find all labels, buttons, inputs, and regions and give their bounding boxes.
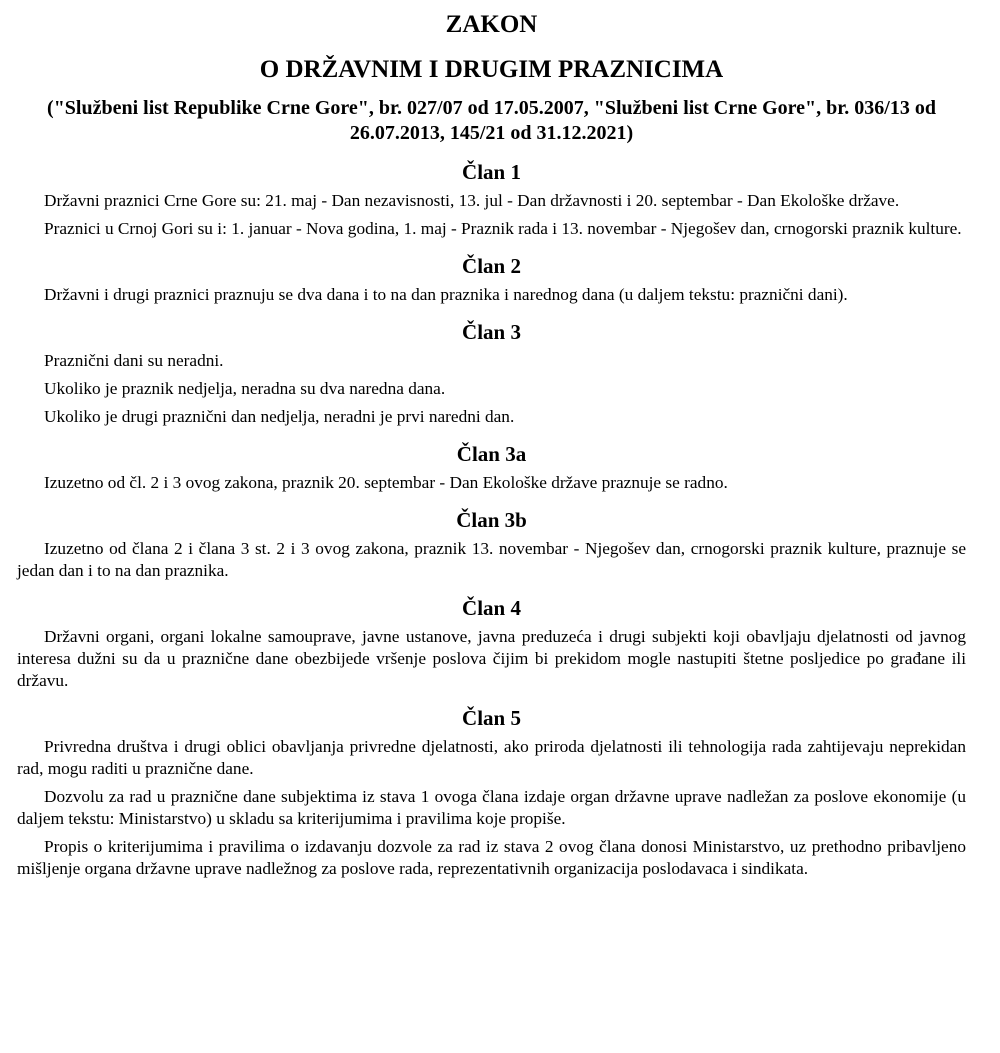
article-2	[17, 253, 966, 306]
article-heading: Član 4	[462, 596, 521, 620]
article-heading: Član 3a	[456, 442, 527, 466]
article-3b	[17, 507, 966, 582]
article-paragraph: Izuzetno od člana 2 i člana 3 st. 2 i 3 ovog zakona, praznik 13. novembar - Njegošev dan, crnogorski praznik kulture, praznuje se jedan dan i to na dan praznika.	[17, 539, 966, 580]
document-subtitle: O DRŽAVNIM I DRUGIM PRAZNICIMA	[259, 56, 724, 83]
article-paragraph: Državni praznici Crne Gore su: 21. maj - Dan nezavisnosti, 13. jul - Dan državnosti i 20. septembar - Dan Ekološke države.	[44, 191, 900, 210]
article-1	[17, 159, 966, 240]
article-paragraph: Dozvolu za rad u praznične dane subjektima iz stava 1 ovoga člana izdaje organ državne uprave nadležan za poslove ekonomije (u daljem tekstu: Ministarstvo) u skladu sa kriterijumima i pravilima koje propiše.	[17, 787, 966, 828]
article-paragraph: Praznični dani su neradni.	[44, 351, 224, 370]
article-paragraph: Izuzetno od čl. 2 i 3 ovog zakona, praznik 20. septembar - Dan Ekološke države praznuje se radno.	[44, 473, 728, 492]
article-3	[17, 319, 966, 428]
article-paragraph: Ukoliko je praznik nedjelja, neradna su dva naredna dana.	[44, 379, 446, 398]
article-3a	[17, 441, 966, 494]
gazette-reference: ("Službeni list Republike Crne Gore", br. 027/07 od 17.05.2007, "Službeni list Crne Gore", br. 036/13 od 26.07.2013, 145/21 od 31.12.2021)	[47, 97, 936, 144]
article-heading: Član 3	[462, 320, 521, 344]
article-paragraph: Državni i drugi praznici praznuju se dva dana i to na dan praznika i narednog dana (u daljem tekstu: praznični dani).	[44, 285, 848, 304]
article-paragraph: Privredna društva i drugi oblici obavljanja privredne djelatnosti, ako priroda djelatnosti ili tehnologija rada zahtijevaju neprekidan rad, mogu raditi u praznične dane.	[17, 737, 966, 778]
article-paragraph: Ukoliko je drugi praznični dan nedjelja, neradni je prvi naredni dan.	[44, 407, 515, 426]
article-paragraph: Praznici u Crnoj Gori su i: 1. januar - Nova godina, 1. maj - Praznik rada i 13. novembar - Njegošev dan, crnogorski praznik kulture.	[44, 219, 962, 238]
article-5	[17, 705, 966, 880]
article-heading: Član 2	[462, 254, 521, 278]
article-paragraph: Državni organi, organi lokalne samouprave, javne ustanove, javna preduzeća i drugi subjekti koji obavljaju djelatnosti od javnog interesa dužni su da u praznične dane obezbijede vršenje poslova čijim bi prekidom mogle nastupiti štetne posljedice po građane ili državu.	[17, 627, 966, 690]
article-4	[17, 595, 966, 692]
article-heading: Član 5	[462, 706, 521, 730]
document-title: ZAKON	[445, 11, 538, 38]
article-heading: Član 3b	[456, 508, 527, 532]
article-heading: Član 1	[462, 160, 521, 184]
article-paragraph: Propis o kriterijumima i pravilima o izdavanju dozvole za rad iz stava 2 ovog člana donosi Ministarstvo, uz prethodno pribavljeno mišljenje organa državne uprave nadležnog za poslove rada, reprezentativnih organizacija poslodavaca i sindikata.	[17, 837, 966, 878]
